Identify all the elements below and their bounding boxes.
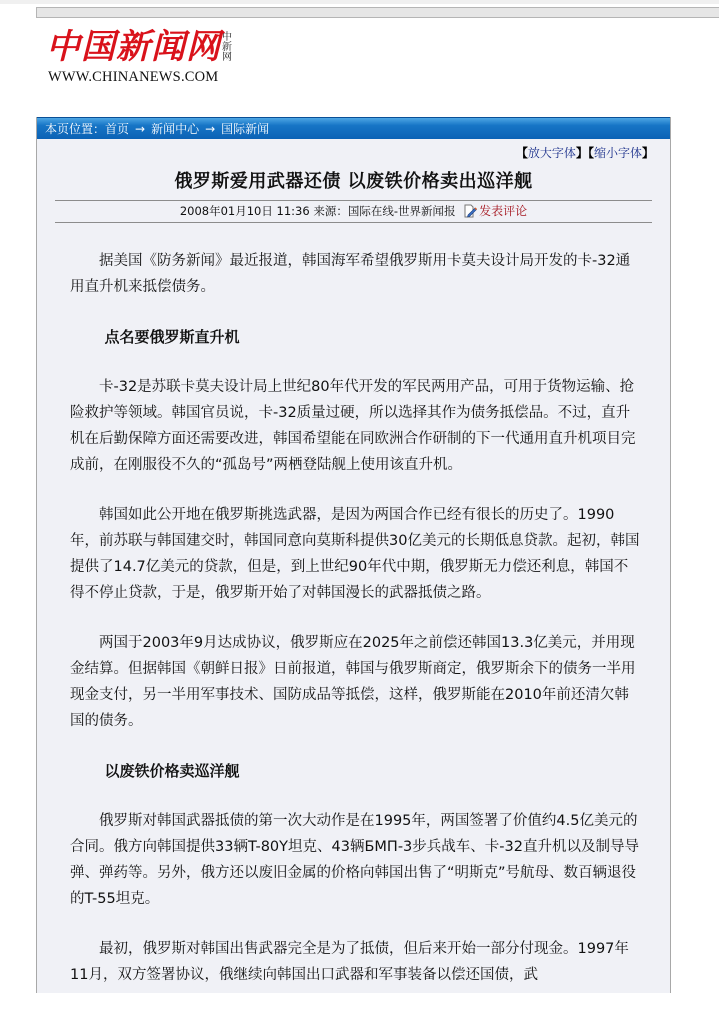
font-size-tools (516, 144, 654, 161)
divider (55, 222, 652, 223)
article-source: 国际在线-世界新闻报 (347, 204, 456, 218)
article-paragraph: 卡-32是苏联卡莫夫设计局上世纪80年代开发的军民两用产品，可用于货物运输、抢险救护等领域。韩国官员说，卡-32质量过硬，所以选择其作为债务抵偿品。不过，直升机在后勤保障方面还需要改进，韩国希望能在同欧洲合作研制的下一代通用直升机项目完成前，在刚服役不久的“孤岛号”两栖登陆舰上使用该直升机。 (70, 379, 636, 473)
article-meta (37, 203, 670, 219)
arrow-right-icon: → (135, 122, 146, 136)
logo-small-chars (220, 33, 234, 63)
divider (55, 200, 652, 201)
bracket: 【 (587, 146, 594, 160)
article-container (36, 117, 671, 993)
bracket: 】 (575, 146, 588, 160)
logo-small-char: 新 (222, 42, 232, 53)
breadcrumb-home[interactable]: 首页 (105, 122, 130, 136)
breadcrumb-news-center[interactable]: 新闻中心 (151, 122, 200, 136)
arrow-right-icon: → (205, 122, 216, 136)
breadcrumb-world-news[interactable]: 国际新闻 (221, 122, 270, 136)
post-comment-link[interactable]: 发表评论 (479, 204, 528, 218)
article-subheading: 以废铁价格卖巡洋舰 (104, 762, 240, 780)
article-title: 俄罗斯爱用武器还债 以废铁价格卖出巡洋舰 (174, 171, 533, 192)
top-gray-bar (36, 7, 719, 18)
logo-url: WWW.CHINANEWS.COM (48, 69, 219, 85)
logo-chinese-name: 中国新闻网 (46, 27, 221, 67)
breadcrumb-label: 本页位置： (45, 122, 106, 136)
chinanews-logo[interactable] (46, 27, 241, 85)
bracket: 【 (515, 146, 528, 160)
enlarge-font-link[interactable]: 放大字体 (527, 146, 576, 160)
logo-small-char: 中 (222, 32, 232, 43)
source-label: 来源： (313, 204, 348, 218)
article-body (70, 248, 640, 1012)
logo-small-char: 网 (222, 52, 232, 63)
article-paragraph: 据美国《防务新闻》最近报道，韩国海军希望俄罗斯用卡莫夫设计局开发的卡-32通用直升机来抵偿债务。 (70, 253, 631, 295)
article-paragraph: 最初，俄罗斯对韩国出售武器完全是为了抵债，但后来开始一部分付现金。1997年11月，双方签署协议，俄继续向韩国出口武器和军事装备以偿还国债，武 (70, 941, 629, 983)
browser-top-strip (0, 0, 719, 4)
bracket: 】 (641, 146, 654, 160)
article-subheading: 点名要俄罗斯直升机 (104, 328, 240, 346)
breadcrumb (37, 117, 670, 139)
article-paragraph: 两国于2003年9月达成协议，俄罗斯应在2025年之前偿还韩国13.3亿美元，并用现金结算。但据韩国《朝鲜日报》日前报道，韩国与俄罗斯商定，俄罗斯余下的债务一半用现金支付，另一半用军事技术、国防成品等抵偿，这样，俄罗斯能在2010年前还清欠韩国的债务。 (70, 635, 636, 729)
edit-comment-icon[interactable] (463, 204, 477, 218)
article-paragraph: 俄罗斯对韩国武器抵债的第一次大动作是在1995年，两国签署了价值约4.5亿美元的合同。俄方向韩国提供33辆T-80Y坦克、43辆БМП-3步兵战车、卡-32直升机以及制导导弹、弹药等。另外，俄方还以废旧金属的价格向韩国出售了“明斯克”号航母、数百辆退役的T-55坦克。 (70, 813, 639, 907)
shrink-font-link[interactable]: 缩小字体 (593, 146, 642, 160)
article-paragraph: 韩国如此公开地在俄罗斯挑选武器，是因为两国合作已经有很长的历史了。1990年，前苏联与韩国建交时，韩国同意向莫斯科提供30亿美元的长期低息贷款。起初，韩国提供了14.7亿美元的贷款，但是，到上世纪90年代中期，俄罗斯无力偿还利息，韩国不得不停止贷款，于是，俄罗斯开始了对韩国漫长的武器抵债之路。 (70, 507, 640, 601)
article-datetime: 2008年01月10日 11:36 (179, 204, 310, 218)
